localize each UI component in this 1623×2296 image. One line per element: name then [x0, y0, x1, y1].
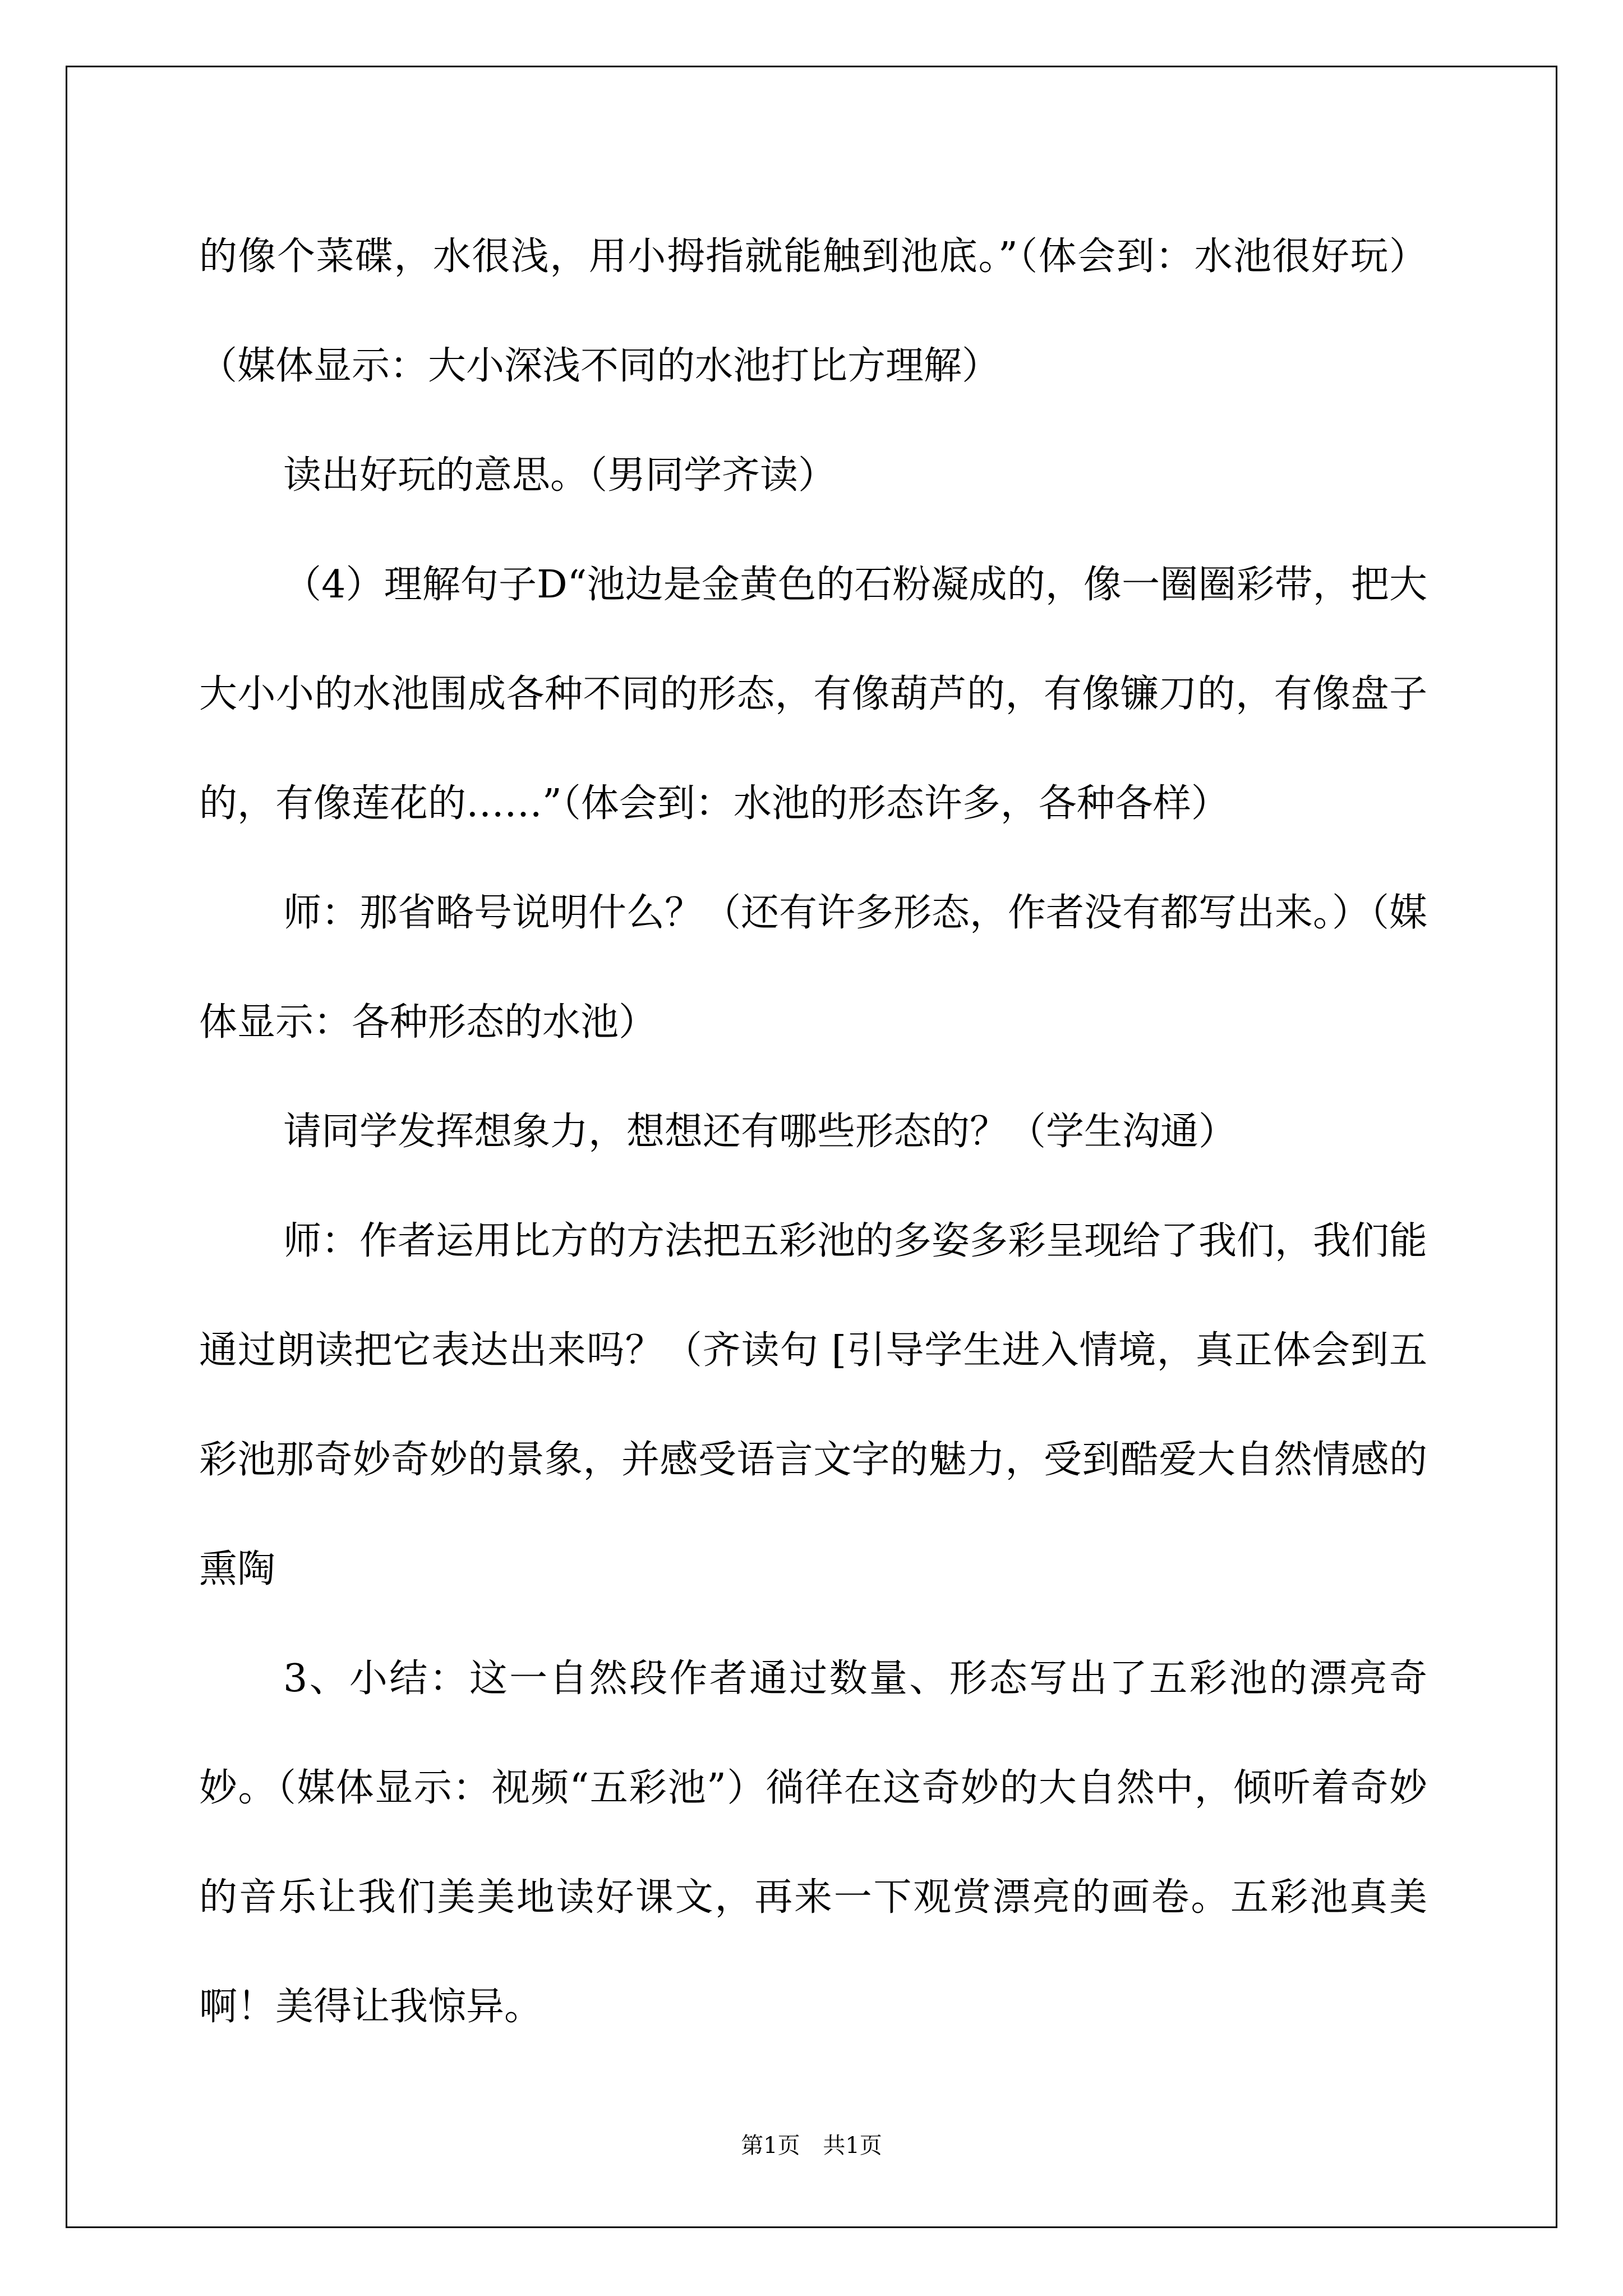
page-footer [0, 2129, 1623, 2162]
paragraph: 3、小结：这一自然段作者通过数量、形态写出了五彩池的漂亮奇妙。（媒体显示：视频“五彩池”）徜徉在这奇妙的大自然中，倾听着奇妙的音乐让我们美美地读好课文，再来一下观赏漂亮的画卷。五彩池真美啊！美得让我惊异。 [199, 1657, 1427, 2029]
page-total: 共1页 [823, 2133, 882, 2159]
paragraph: 读出好玩的意思。（男同学齐读） [283, 453, 837, 498]
page-number: 第1页 [741, 2133, 800, 2159]
document-body [199, 202, 1427, 2062]
paragraph: 师：作者运用比方的方法把五彩池的多姿多彩呈现给了我们，我们能通过朗读把它表达出来吗？（齐读句 [引导学生进入情境，真正体会到五彩池那奇妙奇妙的景象，并感受语言文字的魅力，受到酷爱大自然情感的熏陶 [199, 1219, 1428, 1591]
paragraph: 请同学发挥想象力，想想还有哪些形态的？（学生沟通） [283, 1110, 1237, 1154]
paragraph: 师：那省略号说明什么？（还有许多形态，作者没有都写出来。）（媒体显示：各种形态的水池） [199, 891, 1428, 1045]
paragraph: （4）理解句子D“池边是金黄色的石粉凝成的，像一圈圈彩带，把大大小小的水池围成各种不同的形态，有像葫芦的，有像镰刀的，有像盘子的，有像莲花的……”（体会到：水池的形态许多，各种各样） [199, 563, 1427, 826]
paragraph: 的像个菜碟，水很浅，用小拇指就能触到池底。”（体会到：水池很好玩）（媒体显示：大小深浅不同的水池打比方理解） [199, 234, 1427, 388]
